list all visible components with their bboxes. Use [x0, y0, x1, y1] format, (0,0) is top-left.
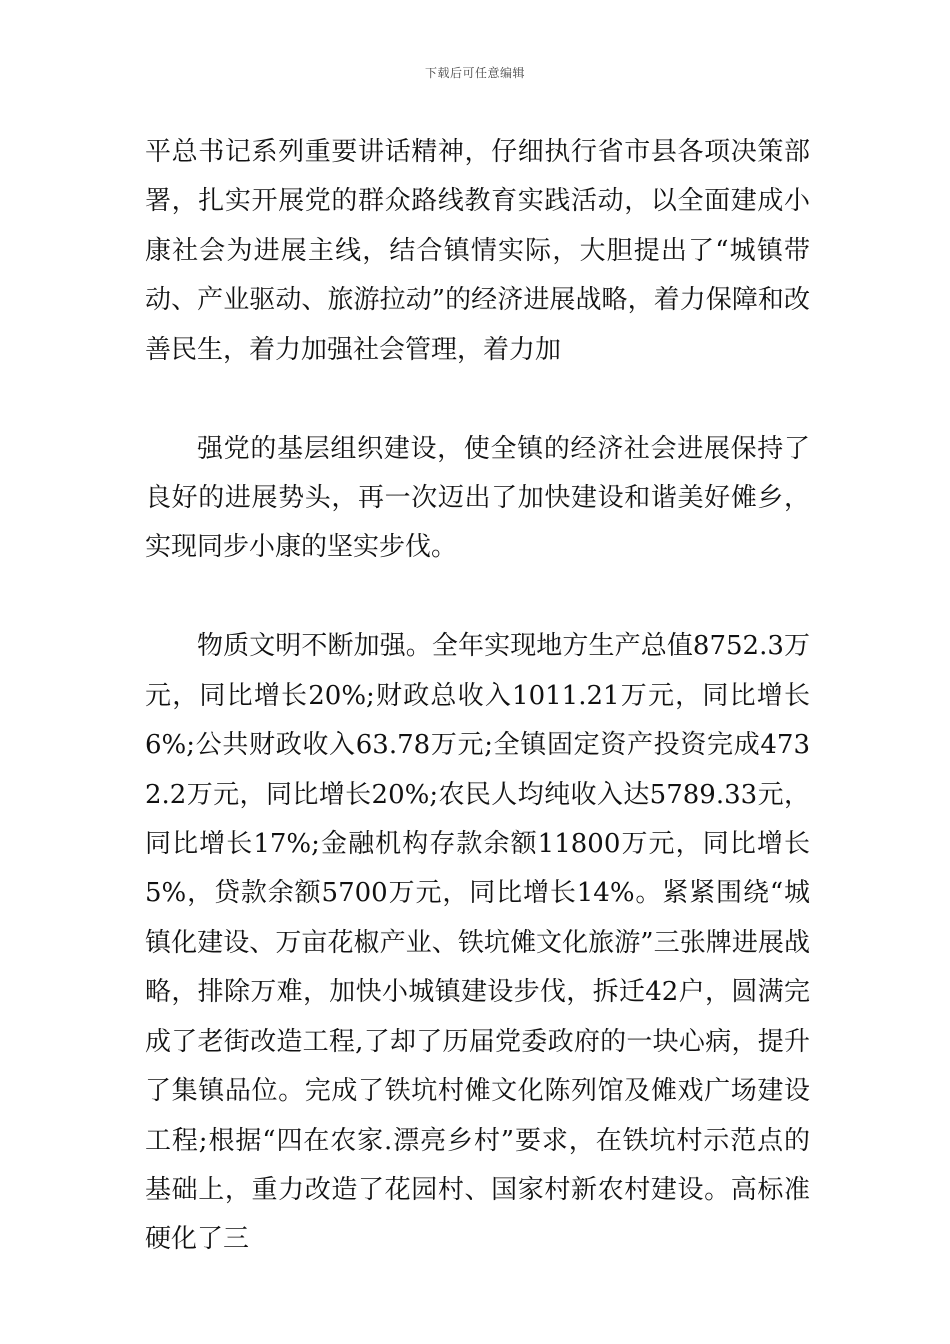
page-header: 下载后可任意编辑 [424, 66, 525, 80]
paragraph-2: 强党的基层组织建设，使全镇的经济社会进展保持了良好的进展势头，再一次迈出了加快建设和谐美好傩乡，实现同步小康的坚实步伐。 [145, 433, 810, 563]
document-body [145, 128, 810, 1265]
paragraph-1: 平总书记系列重要讲话精神，仔细执行省市县各项决策部署，扎实开展党的群众路线教育实践活动，以全面建成小康社会为进展主线，结合镇情实际，大胆提出了“城镇带动、产业驱动、旅游拉动”的经济进展战略，着力保障和改善民生，着力加强社会管理，着力加 [145, 137, 810, 365]
paragraph-3: 物质文明不断加强。全年实现地方生产总值8752.3万元，同比增长20%;财政总收入1011.21万元，同比增长6%;公共财政收入63.78万元;全镇固定资产投资完成4732.2万元，同比增长20%;农民人均纯收入达5789.33元，同比增长17%;金融机构存款余额11800万元，同比增长5%，贷款余额5700万元，同比增长14%。紧紧围绕“城镇化建设、万亩花椒产业、铁坑傩文化旅游”三张牌进展战略，排除万难，加快小城镇建设步伐，拆迁42户，圆满完成了老街改造工程,了却了历届党委政府的一块心病，提升了集镇品位。完成了铁坑村傩文化陈列馆及傩戏广场建设工程;根据“四在农家.漂亮乡村”要求，在铁坑村示范点的基础上，重力改造了花园村、国家村新农村建设。高标准硬化了三 [145, 631, 810, 1255]
